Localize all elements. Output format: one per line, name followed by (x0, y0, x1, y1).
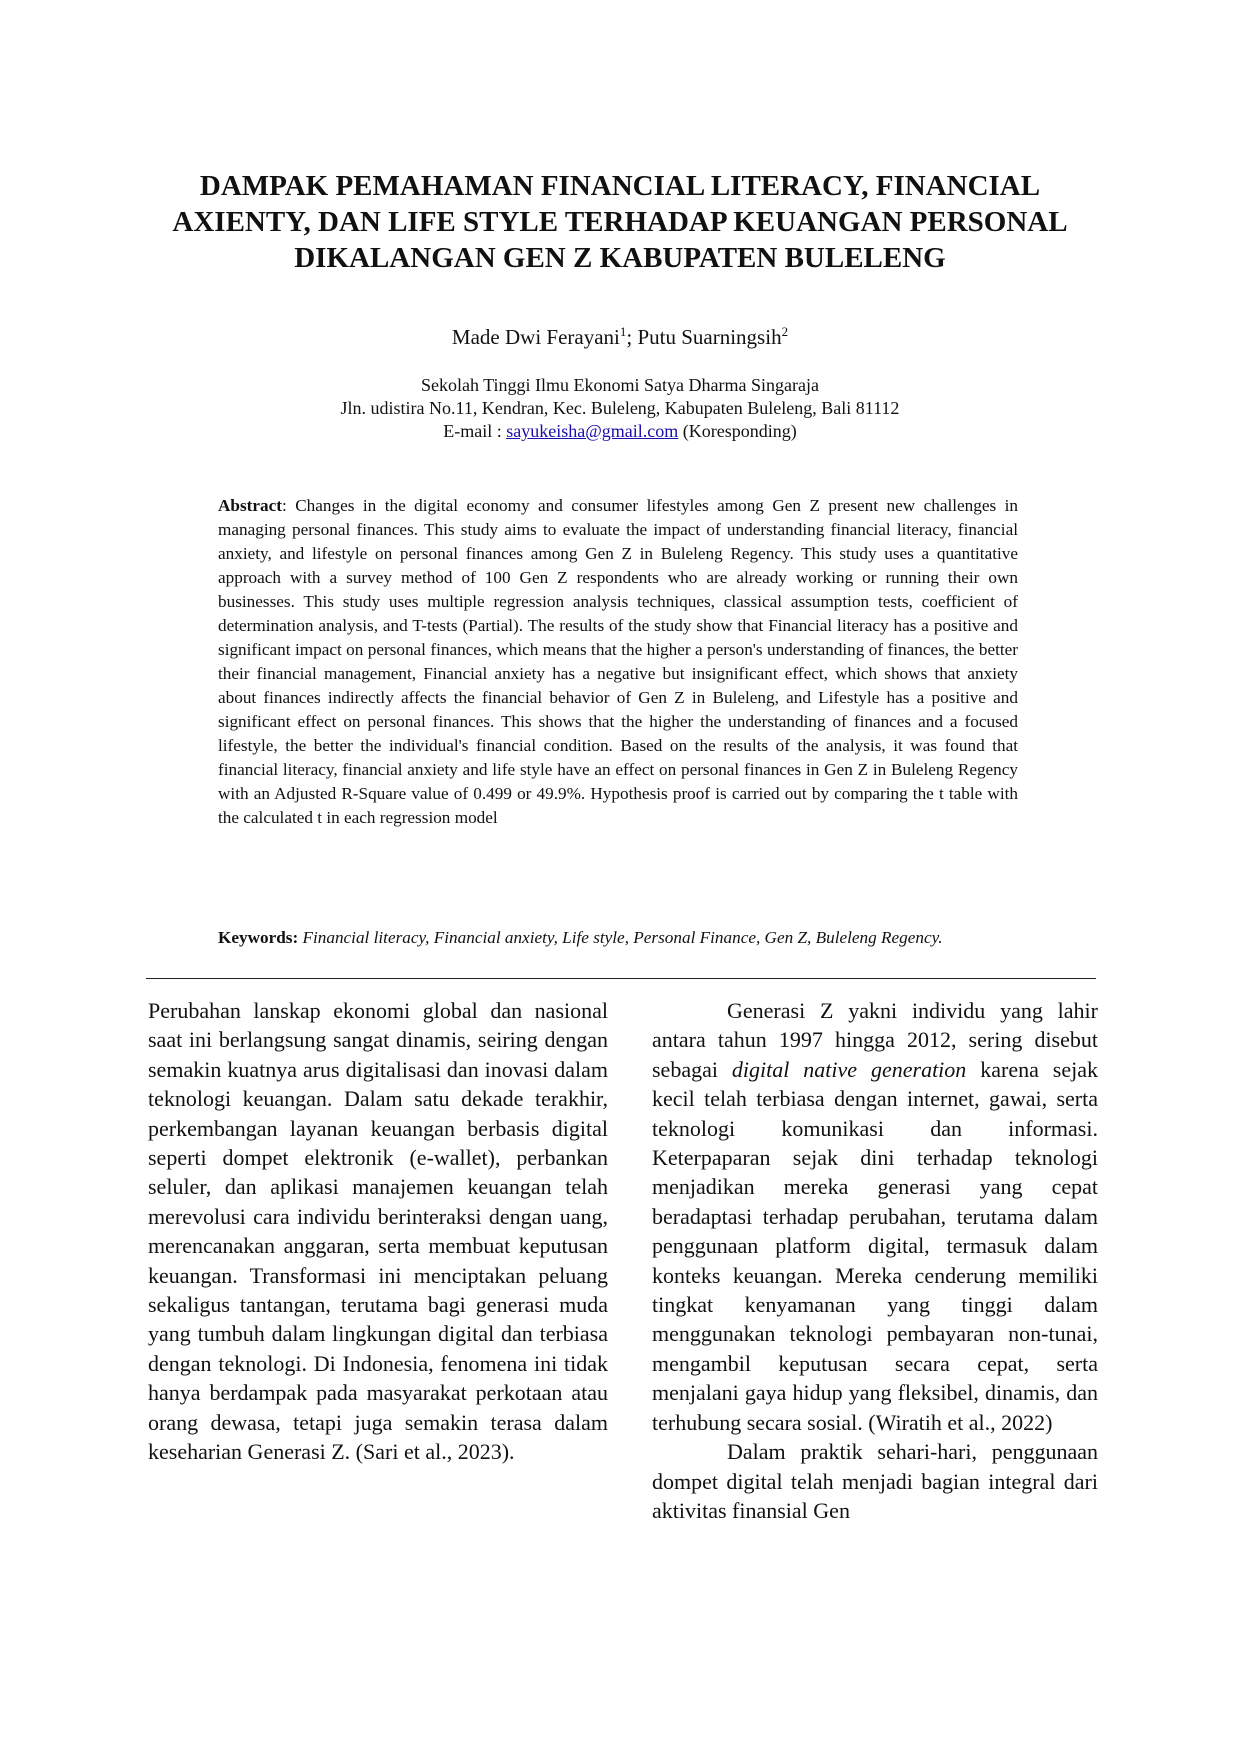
body-paragraph: Perubahan lanskap ekonomi global dan nasional saat ini berlangsung sangat dinamis, seiring dengan semakin kuatnya arus digitalisasi dan inovasi dalam teknologi keuangan. Dalam satu dekade terakhir, perkembangan layanan keuangan berbasis digital seperti dompet elektronik (e-wallet), perbankan seluler, dan aplikasi manajemen keuangan telah merevolusi cara individu berinteraksi dengan uang, merencanakan anggaran, serta membuat keputusan keuangan. Transformasi ini menciptakan peluang sekaligus tantangan, terutama bagi generasi muda yang tumbuh dalam lingkungan digital dan terbiasa dengan teknologi. Di Indonesia, fenomena ini tidak hanya berdampak pada masyarakat perkotaan atau orang dewasa, tetapi juga semakin terasa dalam keseharian Generasi Z. (Sari et al., 2023). (148, 998, 608, 1465)
author-2-affiliation-mark: 2 (781, 324, 789, 339)
paragraph-text: Generasi Z yakni individu yang lahir antara tahun 1997 hingga 2012, sering disebut sebagai (652, 998, 1098, 1082)
institution-name: Sekolah Tinggi Ilmu Ekonomi Satya Dharma Singaraja (421, 375, 819, 395)
abstract-label: Abstract (218, 496, 282, 515)
author-1-name: Made Dwi Ferayani (451, 325, 620, 349)
author-list (150, 318, 1090, 351)
paper-title (150, 168, 1090, 276)
abstract (218, 494, 1018, 830)
body-column-left (148, 996, 608, 1467)
paragraph-text: karena sejak kecil telah terbiasa dengan internet, gawai, serta teknologi komunikasi dan informasi. Keterpaparan sejak dini terhadap teknologi menjadikan mereka generasi yang cepat beradaptasi terhadap perubahan, terutama dalam penggunaan platform digital, termasuk dalam konteks keuangan. Mereka cenderung memiliki tingkat kenyamanan yang tinggi dalam menggunakan teknologi pembayaran non-tunai, mengambil keputusan secara cepat, serta menjalani gaya hidup yang fleksibel, dinamis, dan terhubung secara sosial. (Wiratih et al., 2022) (652, 1056, 1098, 1435)
keywords-text: Financial literacy, Financial anxiety, Life style, Personal Finance, Gen Z, Buleleng Regency. (298, 928, 943, 947)
keywords-label: Keywords: (218, 928, 299, 947)
body-column-right (652, 996, 1098, 1525)
email-link[interactable]: sayukeisha@gmail.com (506, 421, 679, 441)
author-1-affiliation-mark: 1 (619, 324, 627, 339)
title-line-3: DIKALANGAN GEN Z KABUPATEN BULELENG (294, 242, 946, 274)
email-line (150, 420, 1090, 443)
title-line-2: AXIENTY, DAN LIFE STYLE TERHADAP KEUANGAN PERSONAL (172, 206, 1068, 238)
body-paragraph: Dalam praktik sehari-hari, penggunaan dompet digital telah menjadi bagian integral dari aktivitas finansial Gen (652, 1439, 1098, 1523)
institution-address: Jln. udistira No.11, Kendran, Kec. Buleleng, Kabupaten Buleleng, Bali 81112 (340, 398, 900, 418)
title-line-1: DAMPAK PEMAHAMAN FINANCIAL LITERACY, FINANCIAL (199, 170, 1041, 202)
section-divider (146, 978, 1096, 979)
abstract-text: : Changes in the digital economy and consumer lifestyles among Gen Z present new challenges in managing personal finances. This study aims to evaluate the impact of understanding financial literacy, financial anxiety, and lifestyle on personal finances among Gen Z in Buleleng Regency. This study uses a quantitative approach with a survey method of 100 Gen Z respondents who are already working or running their own businesses. This study uses multiple regression analysis techniques, classical assumption tests, coefficient of determination analysis, and T-tests (Partial). The results of the study show that Financial literacy has a positive and significant impact on personal finances, which means that the higher a person's understanding of finances, the better their financial management, Financial anxiety has a negative but insignificant effect, which shows that anxiety about finances indirectly affects the financial behavior of Gen Z in Buleleng, and Lifestyle has a positive and significant effect on personal finances. This shows that the higher the understanding of finances and a focused lifestyle, the better the individual's financial condition. Based on the results of the analysis, it was found that financial literacy, financial anxiety and life style have an effect on personal finances in Gen Z in Buleleng Regency with an Adjusted R-Square value of 0.499 or 49.9%. Hypothesis proof is carried out by comparing the t table with the calculated t in each regression model (218, 496, 1018, 827)
body-paragraph (652, 996, 1098, 1437)
email-label: E-mail : (443, 421, 507, 441)
email-note: (Koresponding) (678, 421, 797, 441)
author-separator: ; (626, 325, 638, 349)
italic-term: digital native generation (731, 1056, 967, 1082)
affiliation-block (150, 374, 1090, 443)
keywords (218, 926, 1018, 950)
author-2-name: Putu Suarningsih (637, 325, 782, 349)
